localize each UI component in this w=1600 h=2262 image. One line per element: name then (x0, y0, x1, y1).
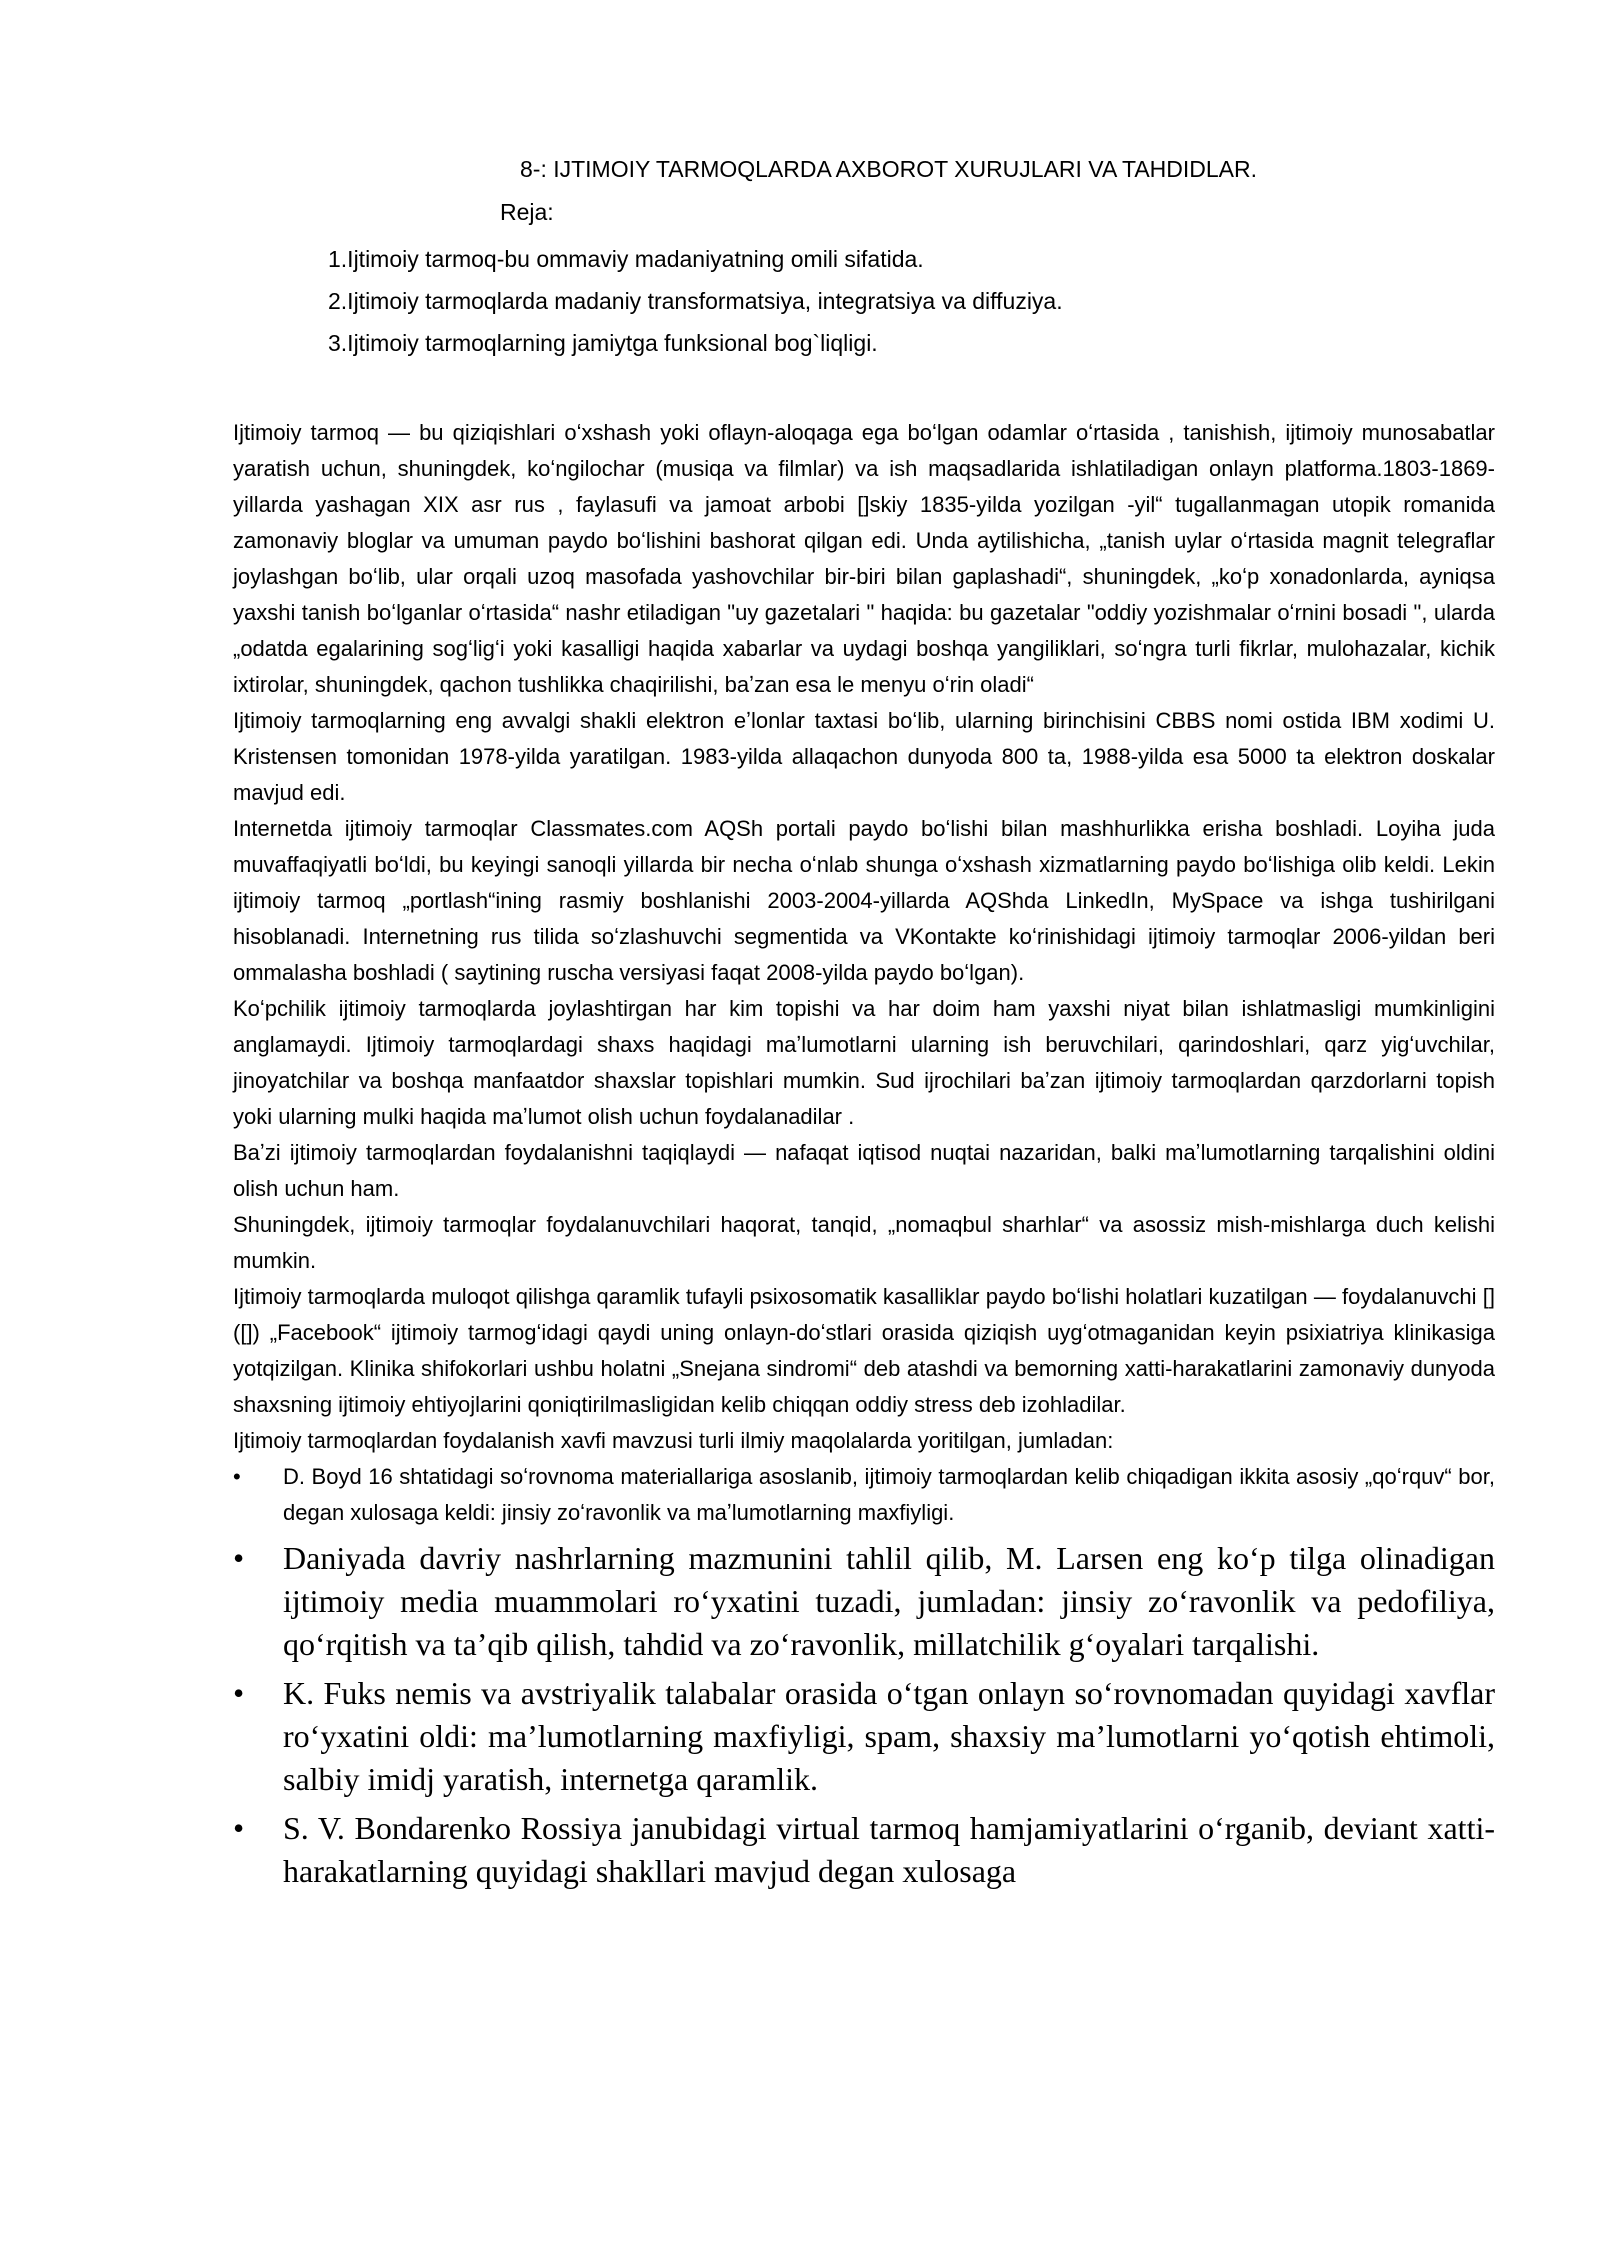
plan-list (328, 238, 1063, 364)
paragraph: Ijtimoiy tarmoqlarning eng avvalgi shakli elektron eʼlonlar taxtasi boʻlib, ularning birinchisini CBBS nomi ostida IBM xodimi U. Kristensen tomonidan 1978-yilda yaratilgan. 1983-yilda allaqachon dunyoda 800 ta, 1988-yilda esa 5000 ta elektron doskalar mavjud edi. (233, 708, 1495, 805)
plan-item: 3.Ijtimoiy tarmoqlarning jamiytga funksional bog`liqligi. (328, 330, 878, 356)
paragraph: Internetda ijtimoiy tarmoqlar Classmates.com AQSh portali paydo boʻlishi bilan mashhurlikka erisha boshladi. Loyiha juda muvaffaqiyatli boʻldi, bu keyingi sanoqli yillarda bir necha oʻnlab shunga oʻxshash xizmatlarning paydo boʻlishiga olib keldi. Lekin ijtimoiy tarmoq „portlash“ining rasmiy boshlanishi 2003-2004-yillarda AQShda LinkedIn, MySpace va ishga tushirilgani hisoblanadi. Internetning rus tilida soʻzlashuvchi segmentida va VKontakte koʻrinishidagi ijtimoiy tarmoqlar 2006-yildan beri ommalasha boshladi ( saytining ruscha versiyasi faqat 2008-yilda paydo boʻlgan). (233, 816, 1495, 985)
plan-item: 1.Ijtimoiy tarmoq-bu ommaviy madaniyatning omili sifatida. (328, 246, 924, 272)
paragraph: Baʼzi ijtimoiy tarmoqlardan foydalanishni taqiqlaydi — nafaqat iqtisod nuqtai nazaridan, balki maʼlumotlarning tarqalishini oldini olish uchun ham. (233, 1140, 1495, 1201)
paragraph: Shuningdek, ijtimoiy tarmoqlar foydalanuvchilari haqorat, tanqid, „nomaqbul sharhlar“ va asossiz mish-mishlarga duch kelishi mumkin. (233, 1212, 1495, 1273)
paragraph: Koʻpchilik ijtimoiy tarmoqlarda joylashtirgan har kim topishi va har doim ham yaxshi niyat bilan ishlatmasligi mumkinligini anglamaydi. Ijtimoiy tarmoqlardagi shaxs haqidagi maʼlumotlarni ularning ish beruvchilari, qarindoshlari, qarz yigʻuvchilar, jinoyatchilar va boshqa manfaatdor shaxslar topishlari mumkin. Sud ijrochilari baʼzan ijtimoiy tarmoqlardan qarzdorlarni topish yoki ularning mulki haqida maʼlumot olish uchun foydalanadilar . (233, 996, 1495, 1129)
list-item: • Daniyada davriy nashrlarning mazmunini tahlil qilib, M. Larsen eng koʻp tilga olinadigan ijtimoiy media muammolari roʻyxatini tuzadi, jumladan: jinsiy zoʻravonlik va pedofiliya, qoʻrqitish va taʼqib qilish, tahdid va zoʻravonlik, millatchilik gʻoyalari tarqalishi. (233, 1537, 1495, 1666)
document-title: 8-: IJTIMOIY TARMOQLARDA AXBOROT XURUJLARI VA TAHDIDLAR. (520, 156, 1258, 182)
list-item: • S. V. Bondarenko Rossiya janubidagi virtual tarmoq hamjamiyatlarini oʻrganib, deviant xatti-harakatlarning quyidagi shakllari mavjud degan xulosaga (233, 1807, 1495, 1893)
list-item: • K. Fuks nemis va avstriyalik talabalar orasida oʻtgan onlayn soʻrovnomadan quyidagi xavflar roʻyxatini oldi: maʼlumotlarning maxfiyligi, spam, shaxsiy maʼlumotlarni yoʻqotish ehtimoli, salbiy imidj yaratish, internetga qaramlik. (233, 1672, 1495, 1801)
list-item: • D. Boyd 16 shtatidagi soʻrovnoma materiallariga asoslanib, ijtimoiy tarmoqlardan kelib chiqadigan ikkita asosiy „qoʻrquv“ bor, degan xulosaga keldi: jinsiy zoʻravonlik va maʼlumotlarning maxfiyligi. (233, 1459, 1495, 1531)
plan-item: 2.Ijtimoiy tarmoqlarda madaniy transformatsiya, integratsiya va diffuziya. (328, 288, 1063, 314)
paragraph: Ijtimoiy tarmoq — bu qiziqishlari oʻxshash yoki oflayn-aloqaga ega boʻlgan odamlar oʻrtasida , tanishish, ijtimoiy munosabatlar yaratish uchun, shuningdek, koʻngilochar (musiqa va filmlar) va ish maqsadlarida ishlatiladigan onlayn platforma.1803-1869-yillarda yashagan XIX asr rus , faylasufi va jamoat arbobi []skiy 1835-yilda yozilgan -yil“ tugallanmagan utopik romanida zamonaviy bloglar va umuman paydo boʻlishini bashorat qilgan edi. Unda aytilishicha, „tanish uylar oʻrtasida magnit telegraflar joylashgan boʻlib, ular orqali uzoq masofada yashovchilar bir-biri bilan gaplashadi“, shuningdek, „koʻp xonadonlarda, ayniqsa yaxshi tanish boʻlganlar oʻrtasida“ nashr etiladigan "uy gazetalari " haqida: bu gazetalar "oddiy yozishmalar oʻrnini bosadi ", ularda „odatda egalarining sogʻligʻi yoki kasalligi haqida xabarlar va uydagi boshqa yangiliklari, soʻngra turli fikrlar, mulohazalar, kichik ixtirolar, shuningdek, qachon tushlikka chaqirilishi, baʼzan esa le menyu oʻrin oladi“ (233, 420, 1495, 697)
plan-label: Reja: (500, 199, 554, 225)
paragraph: Ijtimoiy tarmoqlarda muloqot qilishga qaramlik tufayli psixosomatik kasalliklar paydo boʻlishi holatlari kuzatilgan — foydalanuvchi [] ([]) „Facebook“ ijtimoiy tarmogʻidagi qaydi uning onlayn-doʻstlari orasida qiziqish uygʻotmaganidan keyin psixiatriya klinikasiga yotqizilgan. Klinika shifokorlari ushbu holatni „Snejana sindromi“ deb atashdi va bemorning xatti-harakatlarini zamonaviy dunyoda shaxsning ijtimoiy ehtiyojlarini qoniqtirilmasligidan kelib chiqqan oddiy stress deb izohladilar. (233, 1284, 1495, 1417)
risk-list (233, 1459, 1495, 1893)
paragraph: Ijtimoiy tarmoqlardan foydalanish xavfi mavzusi turli ilmiy maqolalarda yoritilgan, jumladan: (233, 1428, 1114, 1453)
document-body (233, 415, 1495, 1893)
